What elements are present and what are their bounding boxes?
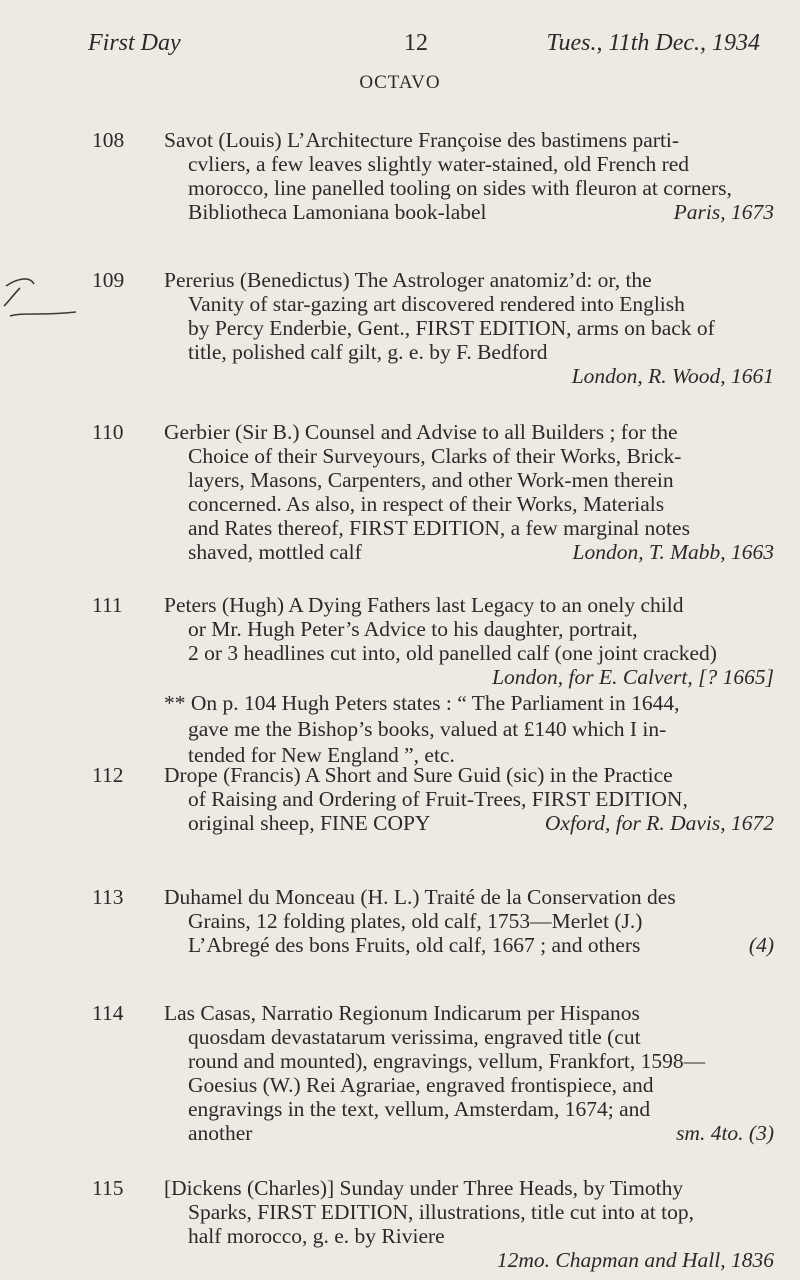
lot-number: 112 (92, 763, 124, 787)
description-line: L’Abregé des bons Fruits, old calf, 1667 ; and others (188, 933, 641, 957)
lot-number: 114 (92, 1001, 124, 1025)
lot-imprint: London, R. Wood, 1661 (571, 364, 774, 388)
lot-description (164, 1001, 792, 1145)
description-line: Bibliotheca Lamoniana book-label (188, 200, 487, 224)
lot-number: 109 (92, 268, 125, 292)
lot-imprint: Oxford, for R. Davis, 1672 (544, 811, 774, 835)
description-line: Choice of their Surveyours, Clarks of their Works, Brick- (188, 444, 682, 468)
header-day: First Day (88, 30, 181, 56)
description-line: Sparks, FIRST EDITION, illustrations, title cut into at top, (188, 1200, 695, 1224)
lot-entry (92, 763, 792, 835)
lot-imprint: sm. 4to. (3) (676, 1121, 774, 1145)
header-date: Tues., 11th Dec., 1934 (546, 30, 760, 56)
description-line: title, polished calf gilt, g. e. by F. Bedford (188, 340, 548, 364)
description-line: Grains, 12 folding plates, old calf, 1753—Merlet (J.) (188, 909, 643, 933)
lot-note-line: gave me the Bishop’s books, valued at £140 which I in- (188, 717, 667, 741)
description-line: round and mounted), engravings, vellum, Frankfort, 1598— (188, 1049, 706, 1073)
lot-entry (92, 593, 792, 767)
lot-description (164, 268, 792, 388)
lot-note-line: ** On p. 104 Hugh Peters states : “ The Parliament in 1644, (164, 691, 680, 715)
lot-number: 113 (92, 885, 124, 909)
lot-number: 108 (92, 128, 125, 152)
description-line: engravings in the text, vellum, Amsterdam, 1674; and (188, 1097, 651, 1121)
page-header (88, 30, 760, 60)
description-line: original sheep, FINE COPY (188, 811, 431, 835)
description-line: Las Casas, Narratio Regionum Indicarum per Hispanos (164, 1001, 640, 1025)
description-line: another (188, 1121, 253, 1145)
lot-imprint: Paris, 1673 (673, 200, 774, 224)
lot-entry (92, 1001, 792, 1145)
lot-number: 111 (92, 593, 123, 617)
lot-imprint: 12mo. Chapman and Hall, 1836 (496, 1248, 774, 1272)
description-line: [Dickens (Charles)] Sunday under Three Heads, by Timothy (164, 1176, 684, 1200)
lot-description (164, 128, 792, 224)
description-line: or Mr. Hugh Peter’s Advice to his daughter, portrait, (188, 617, 638, 641)
lot-imprint: London, for E. Calvert, [? 1665] (492, 665, 774, 689)
page-number: 12 (404, 30, 428, 56)
description-line: concerned. As also, in respect of their Works, Materials (188, 492, 665, 516)
lot-description (164, 420, 792, 564)
lot-entry (92, 885, 792, 957)
description-line: Savot (Louis) L’Architecture Françoise des bastimens parti- (164, 128, 680, 152)
description-line: by Percy Enderbie, Gent., FIRST EDITION, arms on back of (188, 316, 715, 340)
lot-entry (92, 1176, 792, 1272)
description-line: half morocco, g. e. by Riviere (188, 1224, 445, 1248)
description-line: 2 or 3 headlines cut into, old panelled calf (one joint cracked) (188, 641, 717, 665)
lot-entry (92, 128, 792, 224)
lot-description (164, 1176, 792, 1272)
description-line: shaved, mottled calf (188, 540, 362, 564)
description-line: Peters (Hugh) A Dying Fathers last Legacy to an onely child (164, 593, 684, 617)
description-line: quosdam devastatarum verissima, engraved title (cut (188, 1025, 641, 1049)
description-line: Duhamel du Monceau (H. L.) Traité de la Conservation des (164, 885, 676, 909)
description-line: of Raising and Ordering of Fruit-Trees, FIRST EDITION, (188, 787, 688, 811)
description-line: Gerbier (Sir B.) Counsel and Advise to all Builders ; for the (164, 420, 678, 444)
description-line: Pererius (Benedictus) The Astrologer anatomiz’d: or, the (164, 268, 652, 292)
lot-description (164, 885, 792, 957)
lot-description (164, 593, 792, 767)
lot-imprint: (4) (748, 933, 774, 957)
lot-entry (92, 420, 792, 564)
lot-number: 115 (92, 1176, 124, 1200)
section-heading: OCTAVO (359, 72, 441, 93)
lot-description (164, 763, 792, 835)
description-line: layers, Masons, Carpenters, and other Work-men therein (188, 468, 674, 492)
description-line: and Rates thereof, FIRST EDITION, a few marginal notes (188, 516, 690, 540)
handwritten-mark-icon (0, 276, 80, 324)
lot-imprint: London, T. Mabb, 1663 (572, 540, 774, 564)
description-line: Vanity of star-gazing art discovered rendered into English (188, 292, 685, 316)
description-line: morocco, line panelled tooling on sides with fleuron at corners, (188, 176, 732, 200)
lot-entry (92, 268, 792, 388)
description-line: Drope (Francis) A Short and Sure Guid (sic) in the Practice (164, 763, 673, 787)
lot-note-line: tended for New England ”, etc. (188, 743, 455, 767)
description-line: Goesius (W.) Rei Agrariae, engraved frontispiece, and (188, 1073, 654, 1097)
description-line: cvliers, a few leaves slightly water-stained, old French red (188, 152, 690, 176)
lot-number: 110 (92, 420, 124, 444)
